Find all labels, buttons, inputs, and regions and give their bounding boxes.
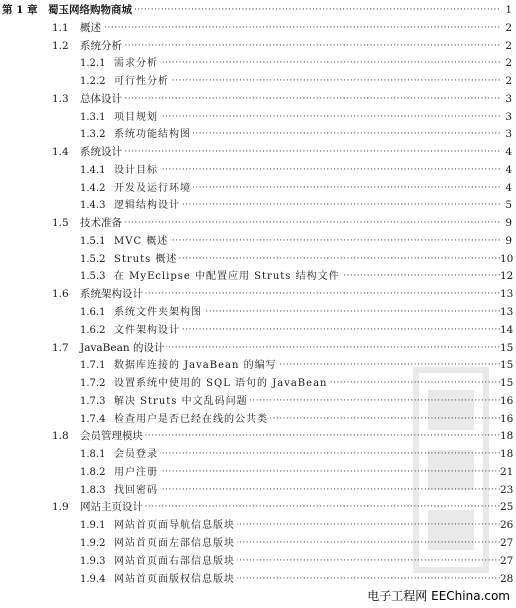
toc-entry-number: 1.5.3	[80, 271, 106, 283]
toc-entry-page-number: 5	[500, 197, 512, 215]
toc-entry-page-number: 26	[500, 517, 512, 535]
toc-entry-1-8-3	[0, 482, 516, 500]
toc-entry-page-number: 9	[500, 233, 512, 251]
toc-entry-1-4	[0, 144, 516, 162]
toc-entry-title: 开发及运行环境	[114, 180, 193, 198]
toc-entry-1-8-1	[0, 446, 516, 464]
dot-leader	[118, 482, 500, 500]
toc-entry-number: 第 1 章	[2, 4, 38, 16]
toc-entry-page-number: 15	[500, 340, 512, 358]
toc-entry-title: JavaBean 的设计	[80, 340, 166, 358]
toc-entry-1-9-2	[0, 535, 516, 553]
toc-entry-title: 需求分析	[114, 55, 160, 73]
toc-entry-number: 1.6	[52, 288, 69, 301]
dot-leader	[118, 55, 500, 73]
toc-entry-1-7-2	[0, 375, 516, 393]
toc-entry-page-number: 10	[500, 251, 512, 269]
toc-entry-title: 总体设计	[80, 91, 124, 109]
toc-entry-1-7-4	[0, 411, 516, 429]
toc-entry-title: 系统功能结构图	[114, 126, 193, 144]
toc-entry-number: 1.9.4	[80, 573, 106, 585]
toc-entry-page-number: 25	[500, 499, 512, 517]
toc-entry-page-number: 13	[500, 286, 512, 304]
toc-entry-number: 1.7.4	[80, 413, 106, 425]
toc-entry-page-number: 9	[500, 215, 512, 233]
toc-entry-1-9	[0, 499, 516, 517]
toc-entry-number: 1.2	[52, 39, 69, 52]
toc-entry-number: 1.7.1	[80, 360, 106, 372]
toc-entry-1-2-2	[0, 73, 516, 91]
toc-entry-page-number: 3	[500, 126, 512, 144]
toc-entry-page-number: 27	[500, 553, 512, 571]
toc-entry-title: 会员登录	[114, 446, 160, 464]
toc-entry-number: 1.2.2	[80, 76, 106, 88]
toc-entry-page-number: 4	[500, 180, 512, 198]
toc-entry-title: 解决 Struts 中文乱码问题	[114, 393, 250, 411]
toc-entry-title: 文件架构设计	[114, 322, 182, 340]
toc-entry-1-9-3	[0, 553, 516, 571]
toc-entry-page-number: 16	[500, 411, 512, 429]
toc-entry-number: 1.3	[52, 92, 69, 105]
dot-leader	[118, 109, 500, 127]
table-of-contents	[0, 2, 516, 588]
toc-entry-number: 1.2.1	[80, 58, 106, 70]
toc-entry-1-9-4	[0, 571, 516, 589]
toc-entry-title: 设计目标	[114, 162, 160, 180]
toc-entry-1-4-1	[0, 162, 516, 180]
toc-entry-1-5-1	[0, 233, 516, 251]
toc-entry-1-6	[0, 286, 516, 304]
dot-leader	[118, 162, 500, 180]
toc-entry-title: 在 MyEclipse 中配置应用 Struts 结构文件	[114, 268, 342, 286]
toc-entry-page-number: 1	[500, 2, 512, 20]
toc-entry-page-number: 4	[500, 162, 512, 180]
toc-entry-1-8-2	[0, 464, 516, 482]
toc-entry-1-8	[0, 428, 516, 446]
toc-entry-page-number: 21	[500, 464, 512, 482]
toc-entry-title: 系统文件夹架构图	[114, 304, 204, 322]
dot-leader	[84, 286, 500, 304]
toc-entry-number: 1.3.2	[80, 129, 106, 141]
toc-entry-page-number: 2	[500, 38, 512, 56]
toc-entry-number: 1.8.3	[80, 484, 106, 496]
toc-entry-title: MVC 概述	[114, 233, 170, 251]
toc-entry-page-number: 15	[500, 375, 512, 393]
toc-entry-1-2-1	[0, 55, 516, 73]
toc-entry-1-3-1	[0, 109, 516, 127]
toc-entry-page-number: 2	[500, 55, 512, 73]
toc-entry-number: 1.5	[52, 217, 69, 230]
toc-entry-title: 逻辑结构设计	[114, 197, 182, 215]
toc-entry-1-4-3	[0, 197, 516, 215]
toc-entry-1-7-1	[0, 357, 516, 375]
toc-entry-1-3-2	[0, 126, 516, 144]
toc-entry-title: 网站主页设计	[80, 499, 145, 517]
toc-entry-1	[0, 2, 516, 20]
toc-entry-title: 可行性分析	[114, 73, 171, 91]
footer-watermark-text: 电子工程网 EEChina.com	[363, 587, 510, 604]
toc-entry-title: 项目规划	[114, 109, 160, 127]
toc-entry-1-5-2	[0, 251, 516, 269]
toc-entry-title: 系统分析	[80, 38, 124, 56]
toc-entry-page-number: 3	[500, 109, 512, 127]
toc-entry-title: 概述	[80, 20, 103, 38]
dot-leader	[84, 215, 500, 233]
toc-entry-title: 系统设计	[80, 144, 124, 162]
toc-entry-1-9-1	[0, 517, 516, 535]
toc-entry-title: 用户注册	[114, 464, 160, 482]
dot-leader	[84, 20, 500, 38]
toc-entry-page-number: 3	[500, 91, 512, 109]
toc-entry-1-5-3	[0, 268, 516, 286]
dot-leader	[118, 446, 500, 464]
toc-entry-number: 1.8	[52, 430, 69, 443]
toc-entry-number: 1.9	[52, 501, 69, 514]
toc-entry-1-2	[0, 38, 516, 56]
toc-entry-page-number: 15	[500, 357, 512, 375]
toc-entry-1-6-2	[0, 322, 516, 340]
dot-leader	[84, 91, 500, 109]
toc-entry-title: 网站首页面导航信息版块	[114, 517, 237, 535]
toc-entry-title: 会员管理模块	[80, 428, 145, 446]
toc-entry-title: 网站首页面左部信息版块	[114, 535, 237, 553]
toc-entry-number: 1.7	[52, 341, 69, 354]
toc-entry-page-number: 23	[500, 482, 512, 500]
toc-entry-title: 网站首页面右部信息版块	[114, 553, 237, 571]
toc-entry-page-number: 18	[500, 428, 512, 446]
dot-leader	[118, 73, 500, 91]
toc-entry-number: 1.4.3	[80, 200, 106, 212]
toc-entry-page-number: 14	[500, 322, 512, 340]
toc-entry-number: 1.9.1	[80, 520, 106, 532]
toc-entry-1-6-1	[0, 304, 516, 322]
toc-entry-page-number: 4	[500, 144, 512, 162]
toc-entry-number: 1.5.1	[80, 235, 106, 247]
toc-entry-number: 1.7.2	[80, 378, 106, 390]
toc-entry-page-number: 12	[500, 268, 512, 286]
dot-leader	[84, 428, 500, 446]
toc-entry-title: 蜀玉网络购物商城	[48, 2, 134, 20]
toc-entry-1-3	[0, 91, 516, 109]
toc-entry-title: Struts 概述	[114, 251, 179, 269]
dot-leader	[118, 233, 500, 251]
dot-leader	[84, 499, 500, 517]
toc-entry-1-1	[0, 20, 516, 38]
toc-entry-number: 1.9.2	[80, 537, 106, 549]
dot-leader	[84, 144, 500, 162]
toc-entry-number: 1.8.2	[80, 466, 106, 478]
toc-entry-number: 1.4.1	[80, 164, 106, 176]
toc-entry-number: 1.4	[52, 146, 69, 159]
toc-entry-1-7-3	[0, 393, 516, 411]
toc-entry-title: 网站首页面版权信息版块	[114, 571, 237, 589]
toc-entry-title: 检查用户是否已经在线的公共类	[114, 411, 270, 429]
toc-entry-1-4-2	[0, 180, 516, 198]
toc-entry-number: 1.9.3	[80, 555, 106, 567]
dot-leader	[118, 464, 500, 482]
toc-entry-number: 1.6.2	[80, 324, 106, 336]
toc-entry-1-7	[0, 340, 516, 358]
toc-entry-page-number: 27	[500, 535, 512, 553]
toc-entry-title: 找回密码	[114, 482, 160, 500]
toc-entry-number: 1.6.1	[80, 307, 106, 319]
toc-entry-number: 1.5.2	[80, 253, 106, 265]
toc-entry-page-number: 2	[500, 20, 512, 38]
toc-entry-title: 技术准备	[80, 215, 124, 233]
toc-entry-title: 系统架构设计	[80, 286, 145, 304]
toc-entry-page-number: 18	[500, 446, 512, 464]
toc-entry-title: 设置系统中使用的 SQL 语句的 JavaBean	[114, 375, 329, 393]
toc-entry-number: 1.1	[52, 21, 69, 34]
dot-leader	[84, 38, 500, 56]
toc-entry-number: 1.7.3	[80, 395, 106, 407]
toc-entry-page-number: 13	[500, 304, 512, 322]
toc-entry-page-number: 2	[500, 73, 512, 91]
toc-entry-number: 1.8.1	[80, 449, 106, 461]
toc-entry-page-number: 28	[500, 571, 512, 589]
toc-entry-number: 1.3.1	[80, 111, 106, 123]
toc-entry-number: 1.4.2	[80, 182, 106, 194]
toc-entry-title: 数据库连接的 JavaBean 的编写	[114, 357, 279, 375]
toc-entry-page-number: 16	[500, 393, 512, 411]
toc-entry-1-5	[0, 215, 516, 233]
